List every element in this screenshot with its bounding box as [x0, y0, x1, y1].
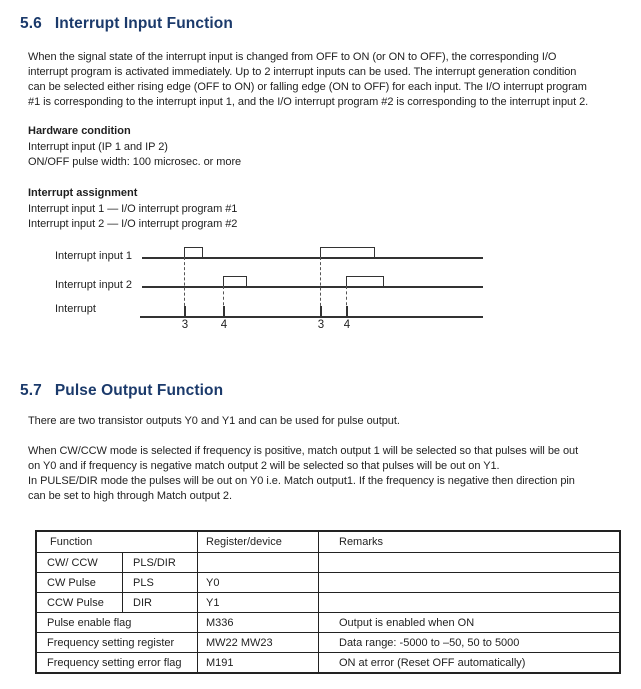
cell-remarks: Output is enabled when ON: [319, 613, 621, 633]
cell-mode: PLS/DIR: [123, 553, 198, 573]
cell-mode: PLS: [123, 573, 198, 593]
header-remarks: Remarks: [319, 531, 621, 553]
tick-number: 4: [220, 319, 228, 331]
interrupt-tick: [320, 306, 322, 316]
section-title: Interrupt Input Function: [54, 15, 233, 32]
header-function: Function: [36, 531, 198, 553]
text-line: #1 is corresponding to the interrupt input 1, and the I/O interrupt program #2 is corresponding to the interrupt input 2.: [28, 96, 589, 108]
cell-register: Y0: [198, 573, 319, 593]
text-line: Interrupt input 2 — I/O interrupt program #2: [28, 218, 238, 230]
cell-mode: DIR: [123, 593, 198, 613]
table-row: [36, 633, 620, 653]
cell-function: CW Pulse: [36, 573, 123, 593]
pulse-output-table: [35, 530, 621, 674]
cell-function: Frequency setting error flag: [36, 653, 198, 674]
table-row: [36, 593, 620, 613]
pulse-input1-first: [184, 247, 203, 257]
cell-register: Y1: [198, 593, 319, 613]
table-row: [36, 613, 620, 633]
cell-function: CW/ CCW: [36, 553, 123, 573]
tick-number: 4: [343, 319, 351, 331]
cell-function: CCW Pulse: [36, 593, 123, 613]
tick-number: 3: [317, 319, 325, 331]
section-5-7-intro: [28, 414, 400, 429]
cell-register: M336: [198, 613, 319, 633]
table-row: [36, 553, 620, 573]
signal-label-interrupt-input-1: Interrupt input 1: [55, 250, 133, 262]
text-line: interrupt program is activated immediately. Up to 2 interrupt inputs can be used. The interrupt generation condition: [28, 66, 577, 78]
section-5-6-heading: [20, 15, 233, 33]
cell-function: Frequency setting register: [36, 633, 198, 653]
text-line: on Y0 and if frequency is negative match output 2 will be selected so that pulses will be out on Y1.: [28, 460, 500, 472]
text-line: Interrupt input (IP 1 and IP 2): [28, 141, 168, 153]
interrupt-timing-diagram: [45, 238, 490, 338]
pulse-input2-first: [223, 276, 247, 286]
section-title: Pulse Output Function: [54, 382, 224, 399]
text-line: In PULSE/DIR mode the pulses will be out on Y0 i.e. Match output1. If the frequency is negative then direction pin: [28, 475, 575, 487]
section-5-7-detail: [28, 444, 578, 504]
signal-baseline-input-1: [142, 257, 483, 259]
pulse-input1-second: [320, 247, 375, 257]
cell-register: MW22 MW23: [198, 633, 319, 653]
text-line: When the signal state of the interrupt input is changed from OFF to ON (or ON to OFF), the corresponding I/O: [28, 51, 557, 63]
signal-label-interrupt-input-2: Interrupt input 2: [55, 279, 133, 291]
text-line: There are two transistor outputs Y0 and Y1 and can be used for pulse output.: [28, 415, 400, 427]
header-register-device: Register/device: [198, 531, 319, 553]
cell-remarks: ON at error (Reset OFF automatically): [319, 653, 621, 674]
table-row: [36, 573, 620, 593]
text-line: When CW/CCW mode is selected if frequency is positive, match output 1 will be selected so that pulses will be out: [28, 445, 579, 457]
pulse-input2-second: [346, 276, 384, 286]
interrupt-tick: [184, 306, 186, 316]
cell-function: Pulse enable flag: [36, 613, 198, 633]
cell-remarks: [319, 573, 621, 593]
table-row: [36, 653, 620, 674]
cell-register: [198, 553, 319, 573]
signal-baseline-interrupt: [140, 316, 483, 318]
hardware-condition-text: [28, 140, 241, 170]
text-line: Interrupt input 1 — I/O interrupt program #1: [28, 203, 238, 215]
interrupt-tick: [223, 306, 225, 316]
text-line: can be set to high through Match output 2.: [28, 490, 232, 502]
section-number: 5.6: [20, 15, 42, 32]
text-line: can be selected either rising edge (OFF to ON) or falling edge (ON to OFF) for each input. The I/O interrupt program: [28, 81, 587, 93]
signal-baseline-input-2: [142, 286, 483, 288]
interrupt-tick: [346, 306, 348, 316]
cell-remarks: [319, 553, 621, 573]
section-number: 5.7: [20, 382, 42, 399]
text-line: ON/OFF pulse width: 100 microsec. or more: [28, 156, 242, 168]
section-5-7-heading: [20, 382, 223, 400]
interrupt-assignment-text: [28, 202, 237, 232]
signal-label-interrupt: Interrupt: [55, 303, 96, 315]
table-header-row: [36, 531, 620, 553]
cell-register: M191: [198, 653, 319, 674]
tick-number: 3: [181, 319, 189, 331]
cell-remarks: [319, 593, 621, 613]
interrupt-assignment-heading: Interrupt assignment: [28, 187, 138, 199]
cell-remarks: Data range: -5000 to –50, 50 to 5000: [319, 633, 621, 653]
section-5-6-intro: [28, 50, 588, 110]
hardware-condition-heading: Hardware condition: [28, 125, 131, 137]
